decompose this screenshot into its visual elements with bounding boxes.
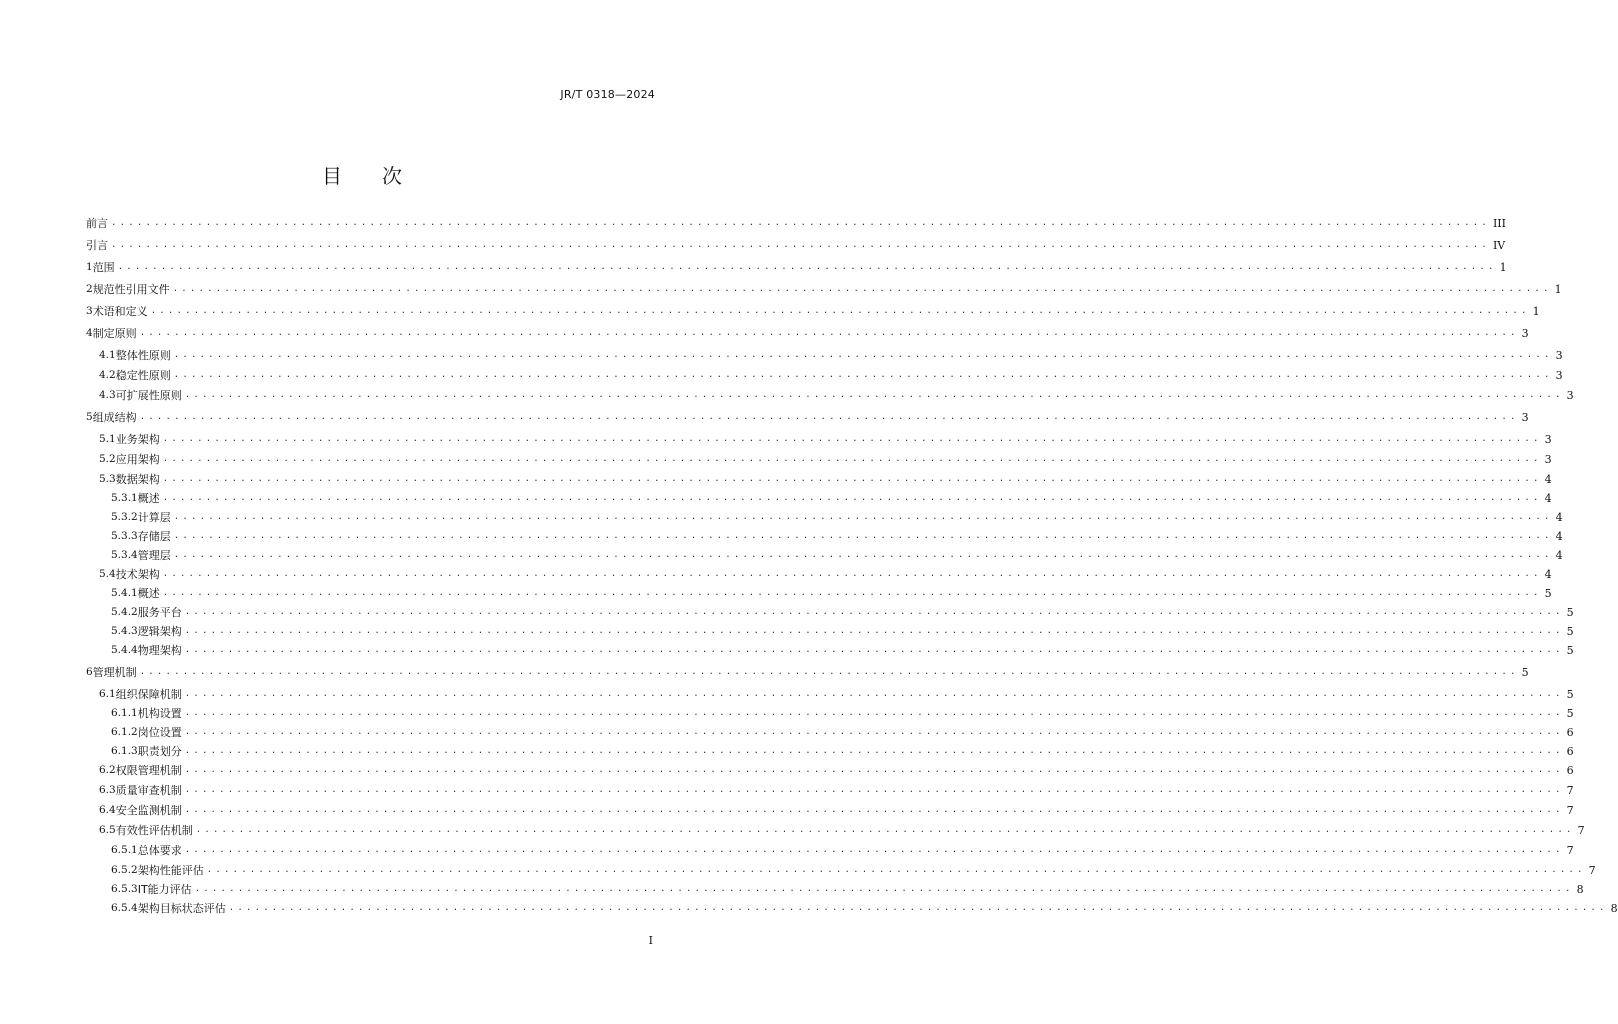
toc-entry-label: 组织保障机制 xyxy=(115,688,182,701)
toc-entry[interactable] xyxy=(86,259,1507,275)
toc-entry[interactable] xyxy=(86,566,1552,582)
toc-entry-number: 4.1 xyxy=(99,349,116,361)
toc-title-char-1: 目 xyxy=(322,164,342,188)
toc-entry[interactable] xyxy=(86,881,1584,897)
toc-leader-dots: ................................................................................................................................................................ xyxy=(139,412,1519,422)
toc-entry[interactable] xyxy=(86,237,1506,253)
toc-entry[interactable] xyxy=(86,705,1574,721)
toc-leader-dots: ................................................................................................................................................................ xyxy=(184,607,1564,617)
page-folio: I xyxy=(648,934,653,947)
toc-entry-page: 3 xyxy=(1544,452,1552,466)
toc-entry-page: 5 xyxy=(1566,706,1574,720)
toc-entry[interactable] xyxy=(86,509,1563,525)
toc-entry[interactable] xyxy=(86,547,1563,563)
toc-entry-number: 6.1.2 xyxy=(111,726,138,738)
toc-entry-number: 5.3.3 xyxy=(111,530,138,542)
toc-entry-page: 3 xyxy=(1544,432,1552,446)
toc-entry-number: 6.1 xyxy=(99,688,116,700)
toc-leader-dots: ................................................................................................................................................................ xyxy=(139,667,1519,677)
toc-entry-label: 安全监测机制 xyxy=(115,804,182,817)
toc-entry-page: 4 xyxy=(1544,472,1552,486)
toc-leader-dots: ................................................................................................................................................................ xyxy=(173,531,1553,541)
toc-leader-dots: ................................................................................................................................................................ xyxy=(162,569,1542,579)
toc-entry[interactable] xyxy=(86,782,1574,798)
toc-entry-number: 1 xyxy=(86,261,93,273)
toc-entry-number: 5.2 xyxy=(99,453,116,465)
toc-entry-page: 5 xyxy=(1566,624,1574,638)
toc-entry-label: 机构设置 xyxy=(137,707,182,720)
toc-entry-number: 6.3 xyxy=(99,784,116,796)
toc-entry-label: 管理层 xyxy=(137,549,171,562)
toc-entry-page: 3 xyxy=(1555,368,1563,382)
toc-entry-label: 计算层 xyxy=(137,511,171,524)
toc-entry[interactable] xyxy=(86,451,1552,467)
toc-entry-number: 5.4.2 xyxy=(111,606,138,618)
toc-entry-page: 4 xyxy=(1555,548,1563,562)
toc-entry-page: III xyxy=(1492,216,1506,230)
toc-leader-dots: ................................................................................................................................................................ xyxy=(184,765,1564,775)
toc-entry[interactable] xyxy=(86,325,1529,341)
toc-entry-page: 4 xyxy=(1555,510,1563,524)
toc-leader-dots: ................................................................................................................................................................ xyxy=(173,550,1553,560)
toc-leader-dots: ................................................................................................................................................................ xyxy=(184,708,1564,718)
toc-entry[interactable] xyxy=(86,528,1563,544)
toc-entry-number: 5.3.1 xyxy=(111,492,138,504)
toc-entry-number: 5.3.2 xyxy=(111,511,138,523)
toc-leader-dots: ................................................................................................................................................................ xyxy=(184,746,1564,756)
toc-entry-number: 5.3.4 xyxy=(111,549,138,561)
toc-entry-number: 6.5 xyxy=(99,824,116,836)
toc-entry-number: 4.3 xyxy=(99,389,116,401)
toc-entry-label: 引言 xyxy=(86,239,108,252)
toc-entry-number: 3 xyxy=(86,305,93,317)
toc-entry-page: 1 xyxy=(1499,260,1507,274)
toc-entry[interactable] xyxy=(86,623,1574,639)
toc-leader-dots: ................................................................................................................................................................ xyxy=(162,454,1542,464)
toc-entry[interactable] xyxy=(86,367,1563,383)
toc-entry-page: 1 xyxy=(1554,282,1562,296)
toc-entry-label: IT能力评估 xyxy=(137,883,192,896)
toc-entry-label: 业务架构 xyxy=(115,433,160,446)
toc-entry-label: 范围 xyxy=(92,261,115,274)
toc-entry[interactable] xyxy=(86,490,1552,506)
toc-entry-page: 7 xyxy=(1588,863,1596,877)
toc-entry[interactable] xyxy=(86,900,1618,916)
toc-entry-page: 8 xyxy=(1576,882,1584,896)
toc-entry-page: 5 xyxy=(1521,665,1529,679)
toc-entry-number: 6.5.2 xyxy=(111,864,138,876)
toc-entry-page: 6 xyxy=(1566,725,1574,739)
toc-entry-label: 权限管理机制 xyxy=(115,764,182,777)
toc-leader-dots: ................................................................................................................................................................ xyxy=(184,845,1564,855)
toc-entry-number: 5.4.3 xyxy=(111,625,138,637)
toc-entry-label: 架构目标状态评估 xyxy=(137,902,226,915)
toc-entry-label: 物理架构 xyxy=(137,644,182,657)
toc-entry-label: 架构性能评估 xyxy=(137,864,204,877)
toc-entry[interactable] xyxy=(86,664,1529,680)
toc-entry-number: 5.4.1 xyxy=(111,587,138,599)
toc-entry-page: 3 xyxy=(1521,326,1529,340)
toc-entry-page: 7 xyxy=(1577,823,1585,837)
toc-leader-dots: ................................................................................................................................................................ xyxy=(162,434,1542,444)
toc-entry-label: 总体要求 xyxy=(137,844,182,857)
toc-leader-dots: ................................................................................................................................................................ xyxy=(206,865,1586,875)
toc-entry-label: 整体性原则 xyxy=(115,349,171,362)
toc-entry-page: 4 xyxy=(1555,529,1563,543)
toc-leader-dots: ................................................................................................................................................................ xyxy=(184,805,1564,815)
toc-entry[interactable] xyxy=(86,724,1574,740)
toc-leader-dots: ................................................................................................................................................................ xyxy=(184,390,1564,400)
toc-entry-page: 4 xyxy=(1544,567,1552,581)
toc-entry[interactable] xyxy=(86,347,1563,363)
toc-entry-label: 存储层 xyxy=(137,530,171,543)
toc-entry-number: 6 xyxy=(86,666,93,678)
toc-entry[interactable] xyxy=(86,303,1540,319)
toc-entry-page: 3 xyxy=(1521,410,1529,424)
toc-entry-label: 质量审查机制 xyxy=(115,784,182,797)
toc-title-char-2: 次 xyxy=(382,164,402,188)
toc-leader-dots: ................................................................................................................................................................ xyxy=(117,262,1497,272)
toc-entry-page: 7 xyxy=(1566,843,1574,857)
toc-entry-number: 5.3 xyxy=(99,473,116,485)
toc-entry-page: 3 xyxy=(1555,348,1563,362)
toc-entry-label: 技术架构 xyxy=(115,568,160,581)
toc-entry-label: 前言 xyxy=(86,217,108,230)
toc-entry[interactable] xyxy=(86,471,1552,487)
toc-leader-dots: ................................................................................................................................................................ xyxy=(172,284,1552,294)
toc-entry-number: 6.1.3 xyxy=(111,745,138,757)
toc-entry-page: 4 xyxy=(1544,491,1552,505)
toc-entry-number: 4 xyxy=(86,327,93,339)
toc-entry-page: 5 xyxy=(1566,643,1574,657)
toc-entry[interactable] xyxy=(86,802,1574,818)
toc-entry[interactable] xyxy=(86,409,1529,425)
toc-entry-label: 可扩展性原则 xyxy=(115,389,182,402)
toc-entry-number: 6.2 xyxy=(99,764,116,776)
toc-entry-page: 7 xyxy=(1566,803,1574,817)
toc-entry[interactable] xyxy=(86,431,1552,447)
toc-entry-page: 8 xyxy=(1610,901,1618,915)
toc-entry[interactable] xyxy=(86,585,1552,601)
toc-leader-dots: ................................................................................................................................................................ xyxy=(184,727,1564,737)
toc-leader-dots: ................................................................................................................................................................ xyxy=(173,350,1553,360)
toc-entry-label: 数据架构 xyxy=(115,473,160,486)
toc-entry-label: 规范性引用文件 xyxy=(92,283,170,296)
toc-entry-label: 岗位设置 xyxy=(137,726,182,739)
toc-entry-number: 5.4.4 xyxy=(111,644,138,656)
toc-entry[interactable] xyxy=(86,762,1574,778)
toc-leader-dots: ................................................................................................................................................................ xyxy=(162,493,1542,503)
toc-entry-label: 组成结构 xyxy=(92,411,137,424)
toc-entry-page: 5 xyxy=(1566,605,1574,619)
toc-entry[interactable] xyxy=(86,842,1574,858)
toc-leader-dots: ................................................................................................................................................................ xyxy=(162,588,1542,598)
toc-entry-number: 5.1 xyxy=(99,433,116,445)
toc-leader-dots: ................................................................................................................................................................ xyxy=(228,903,1608,913)
toc-entry-label: 稳定性原则 xyxy=(115,369,171,382)
toc-entry-label: 制定原则 xyxy=(92,327,137,340)
toc-entry-page: 5 xyxy=(1566,687,1574,701)
toc-entry[interactable] xyxy=(86,604,1574,620)
toc-entry[interactable] xyxy=(86,642,1574,658)
toc-entry-label: 逻辑架构 xyxy=(137,625,182,638)
toc-entry[interactable] xyxy=(86,743,1574,759)
toc-entry-label: 有效性评估机制 xyxy=(115,824,193,837)
toc-leader-dots: ................................................................................................................................................................ xyxy=(139,328,1519,338)
toc-entry-page: 5 xyxy=(1544,586,1552,600)
toc-entry[interactable] xyxy=(86,822,1585,838)
toc-entry[interactable] xyxy=(86,215,1506,231)
toc-entry-number: 6.5.4 xyxy=(111,902,138,914)
toc-leader-dots: ................................................................................................................................................................ xyxy=(111,240,1490,250)
toc-entry-page: 3 xyxy=(1566,388,1574,402)
toc-entry-number: 5.4 xyxy=(99,568,116,580)
toc-entry[interactable] xyxy=(86,686,1574,702)
toc-leader-dots: ................................................................................................................................................................ xyxy=(173,370,1553,380)
toc-entry-number: 6.5.3 xyxy=(111,883,138,895)
toc-entry-number: 5 xyxy=(86,411,93,423)
toc-entry-page: 7 xyxy=(1566,783,1574,797)
toc-entry-label: 职责划分 xyxy=(137,745,182,758)
toc-leader-dots: ................................................................................................................................................................ xyxy=(194,884,1574,894)
toc-entry-page: 6 xyxy=(1566,763,1574,777)
document-number: JR/T 0318—2024 xyxy=(560,88,655,101)
toc-entry-number: 2 xyxy=(86,283,93,295)
toc-entry[interactable] xyxy=(86,281,1562,297)
toc-entry-number: 4.2 xyxy=(99,369,116,381)
toc-leader-dots: ................................................................................................................................................................ xyxy=(184,785,1564,795)
toc-leader-dots: ................................................................................................................................................................ xyxy=(111,218,1490,228)
toc-title xyxy=(0,160,724,189)
toc-leader-dots: ................................................................................................................................................................ xyxy=(184,689,1564,699)
toc-entry-page: 6 xyxy=(1566,744,1574,758)
toc-entry-label: 概述 xyxy=(137,492,160,505)
toc-entry-label: 管理机制 xyxy=(92,666,137,679)
toc-entry[interactable] xyxy=(86,862,1596,878)
toc-leader-dots: ................................................................................................................................................................ xyxy=(184,626,1564,636)
toc-entry-number: 6.5.1 xyxy=(111,844,138,856)
toc-entry-page: 1 xyxy=(1532,304,1540,318)
toc-leader-dots: ................................................................................................................................................................ xyxy=(184,645,1564,655)
toc-leader-dots: ................................................................................................................................................................ xyxy=(150,306,1530,316)
toc-leader-dots: ................................................................................................................................................................ xyxy=(162,474,1542,484)
toc-entry-label: 概述 xyxy=(137,587,160,600)
toc-entry-label: 服务平台 xyxy=(137,606,182,619)
toc-entry[interactable] xyxy=(86,387,1574,403)
toc-leader-dots: ................................................................................................................................................................ xyxy=(195,825,1575,835)
toc-entry-page: IV xyxy=(1492,238,1506,252)
toc-entry-number: 6.4 xyxy=(99,804,116,816)
toc-entry-label: 应用架构 xyxy=(115,453,160,466)
toc-entry-number: 6.1.1 xyxy=(111,707,138,719)
toc-leader-dots: ................................................................................................................................................................ xyxy=(173,512,1553,522)
toc-entry-label: 术语和定义 xyxy=(92,305,148,318)
